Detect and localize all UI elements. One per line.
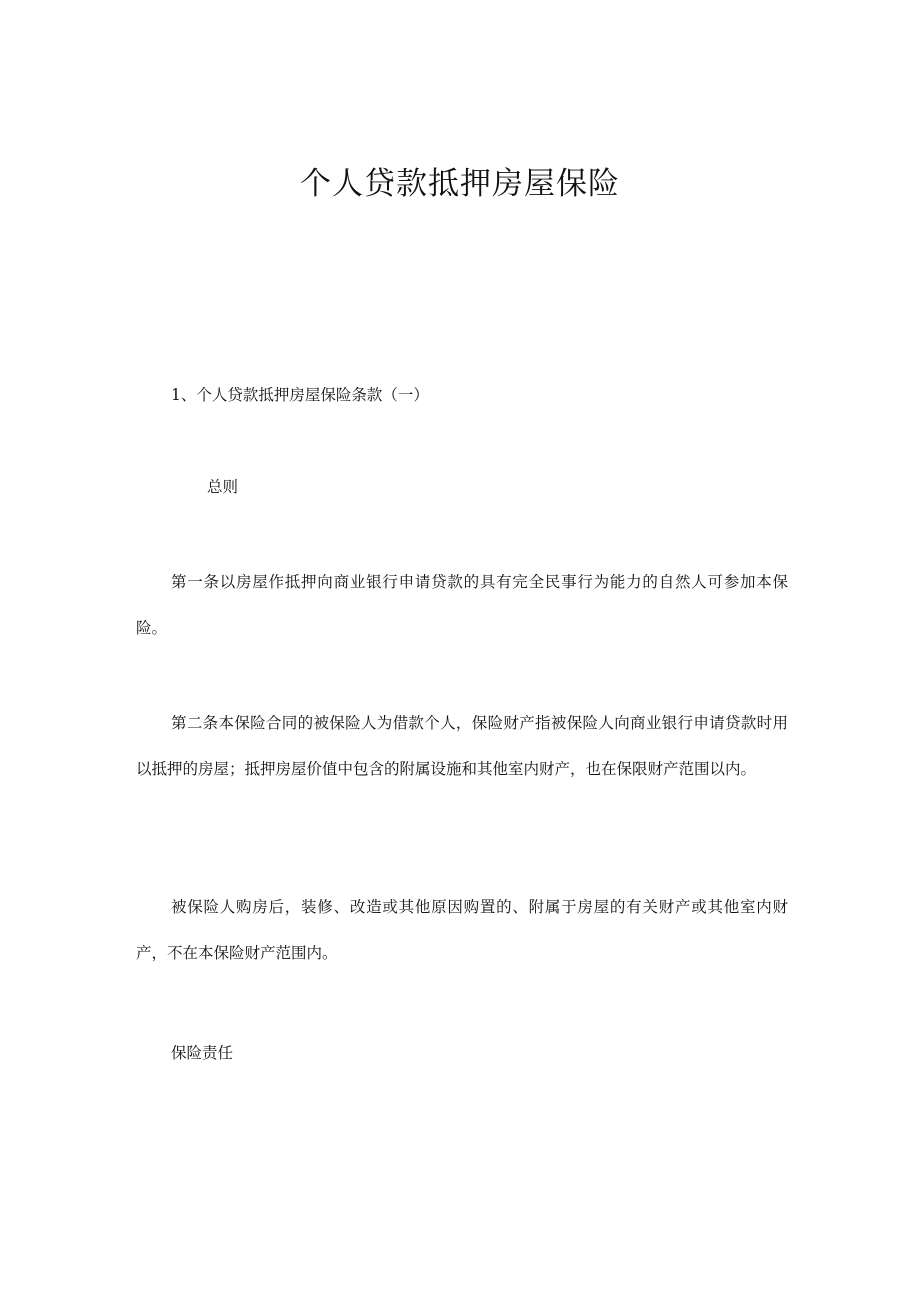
subheading-general: 总则 bbox=[207, 478, 239, 496]
paragraph-exclusion: 被保险人购房后，装修、改造或其他原因购置的、附属于房屋的有关财产或其他室内财产，不在本保险财产范围内。 bbox=[136, 898, 788, 962]
subheading-liability: 保险责任 bbox=[171, 1044, 234, 1062]
paragraph-article-2: 第二条本保险合同的被保险人为借款个人，保险财产指被保险人向商业银行申请贷款时用以抵押的房屋；抵押房屋价值中包含的附属设施和其他室内财产，也在保限财产范围以内。 bbox=[136, 714, 788, 778]
document-title: 个人贷款抵押房屋保险 bbox=[300, 166, 620, 202]
section-heading: 1、个人贷款抵押房屋保险条款（一） bbox=[171, 386, 429, 404]
paragraph-article-1: 第一条以房屋作抵押向商业银行申请贷款的具有完全民事行为能力的自然人可参加本保险。 bbox=[136, 573, 788, 637]
